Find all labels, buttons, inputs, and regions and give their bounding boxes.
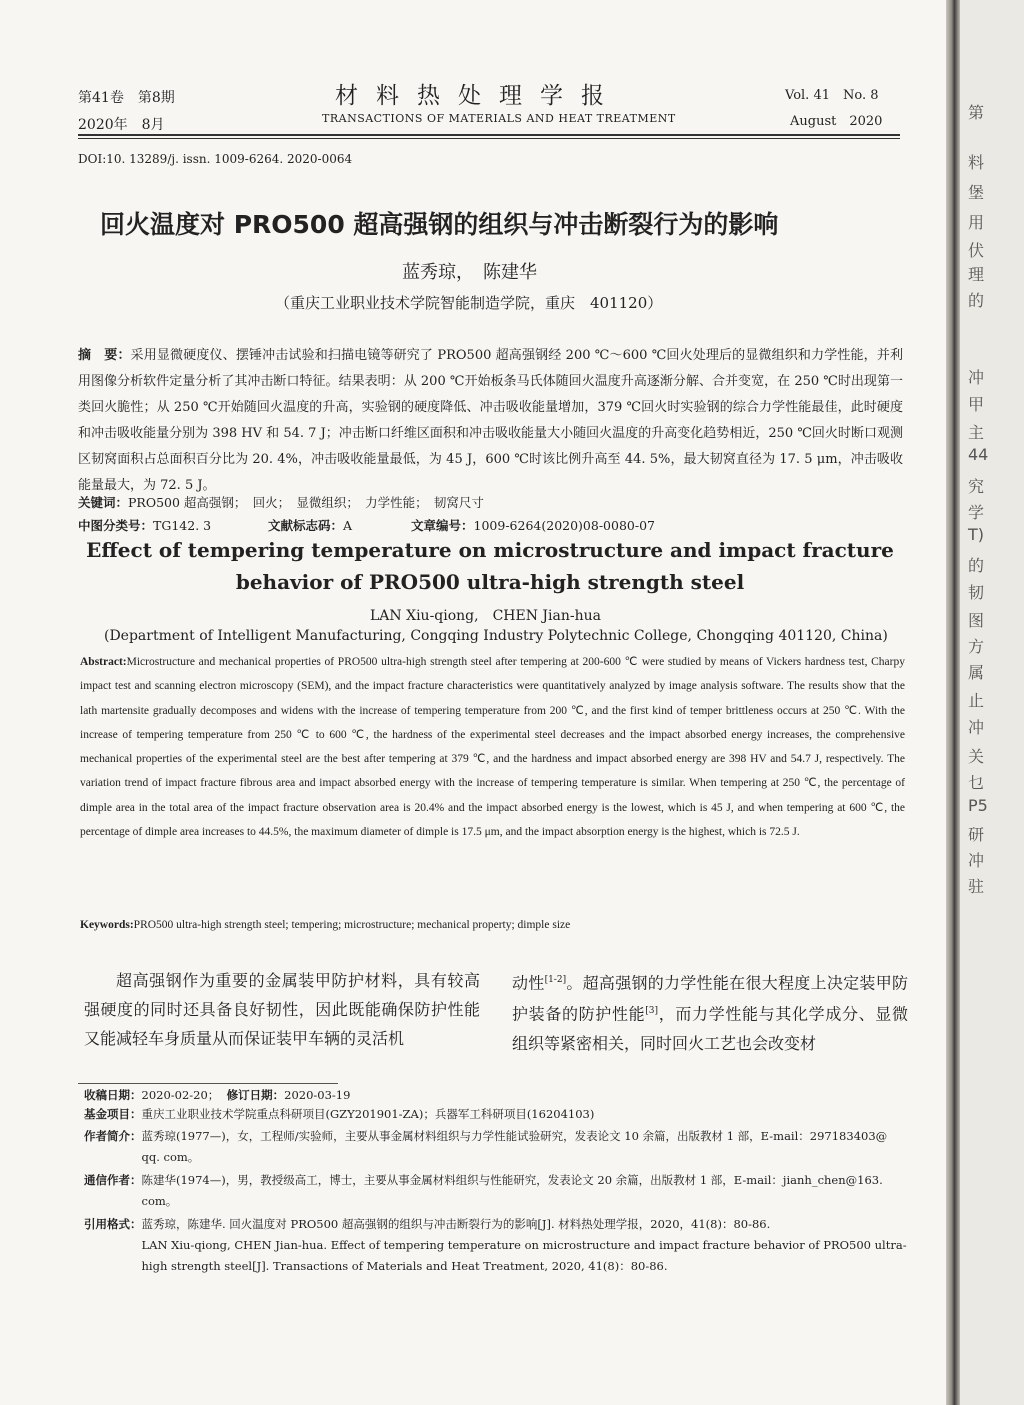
article-id-value: 1009-6264(2020)08-0080-07 — [473, 518, 655, 533]
adjacent-page-char: 冲 — [968, 368, 985, 387]
clc-label: 中图分类号： — [78, 518, 154, 533]
clc-number — [78, 516, 211, 534]
adjacent-page-char: 第 — [968, 103, 985, 122]
title-cn: 回火温度对 PRO500 超高强钢的组织与冲击断裂行为的影响 — [100, 210, 779, 239]
keywords-en-text: PRO500 ultra-high strength steel; tempering; microstructure; mechanical property; dimple size — [133, 919, 571, 931]
adjacent-page-char: 主 — [968, 423, 985, 442]
received-label: 收稿日期： — [84, 1088, 142, 1102]
body-col2-part1: 动性 — [512, 973, 545, 993]
citation-en: LAN Xiu-qiong, CHEN Jian-hua. Effect of tempering temperature on microstructure and impact fracture behavior of PRO500 ultra-high strength steel[J]. Transactions of Materials and Heat Treatment, 2020, 41(8)：80-86. — [141, 1238, 907, 1273]
author-bio-value: 蓝秀琼(1977—)，女，工程师/实验师，主要从事金属材料组织与力学性能试验研究，发表论文 10 余篇，出版教材 1 部，E-mail：297183403@ qq. com。 — [141, 1129, 888, 1164]
adjacent-page-char: 44 — [968, 445, 989, 464]
book-spine-gutter — [946, 0, 960, 1405]
footnote-corresponding — [84, 1170, 906, 1212]
adjacent-page-char: 研 — [968, 825, 985, 844]
adjacent-page-char: 伏 — [968, 241, 985, 260]
adjacent-page-char: 止 — [968, 691, 985, 710]
footnote-author — [84, 1126, 906, 1168]
adjacent-page-char: 料 — [968, 153, 985, 172]
affiliation-en: (Department of Intelligent Manufacturing, Congqing Industry Polytechnic College, Chongqing 401120, China) — [104, 628, 888, 644]
abstract-cn — [78, 343, 903, 499]
body-col2-part3: ，而力学性能与其化学成分、显微组织等紧密相关，同时回火工艺也会改变材 — [512, 1004, 908, 1053]
affiliation-cn: （重庆工业职业技术学院智能制造学院，重庆 401120） — [275, 294, 663, 312]
abstract-cn-label: 摘 要： — [78, 348, 131, 363]
title-en-line2: behavior of PRO500 ultra-high strength steel — [235, 570, 745, 594]
header-volume-cn: 第41卷 第8期 — [78, 90, 175, 106]
header-rule-thin — [78, 138, 900, 139]
corresponding-label: 通信作者： — [84, 1173, 142, 1187]
keywords-en — [80, 919, 570, 931]
adjacent-page-char: 学 — [968, 503, 985, 522]
adjacent-page-char: T) — [968, 525, 985, 544]
article-id-label: 文章编号： — [411, 518, 474, 533]
adjacent-page-char: 的 — [968, 291, 985, 310]
authors-en: LAN Xiu-qiong, CHEN Jian-hua — [370, 608, 601, 624]
adjacent-page-char: 用 — [968, 213, 985, 232]
citation-label: 引用格式： — [84, 1217, 142, 1231]
adjacent-page-char: 冲 — [968, 851, 985, 870]
adjacent-page-char: 的 — [968, 556, 985, 575]
body-column-2 — [512, 966, 908, 1058]
abstract-en — [80, 650, 905, 844]
adjacent-page-char: 堡 — [968, 183, 985, 202]
clc-value: TG142. 3 — [153, 518, 212, 533]
body-column-1: 超高强钢作为重要的金属装甲防护材料，具有较高强硬度的同时还具备良好韧性，因此既能确保防护性能又能减轻车身质量从而保证装甲车辆的灵活机 — [84, 971, 480, 1048]
citation-ref-3: [3] — [645, 1006, 659, 1017]
adjacent-page-char: 方 — [968, 637, 985, 656]
adjacent-page-char: 驻 — [968, 877, 985, 896]
authors-cn: 蓝秀琼， 陈建华 — [402, 262, 537, 283]
document-code-value: A — [343, 518, 353, 533]
journal-name-cn: 材料热处理学报 — [335, 83, 622, 109]
revised-value: 2020-03-19 — [284, 1088, 351, 1102]
adjacent-page-char: 韧 — [968, 583, 985, 602]
keywords-cn-label: 关键词： — [78, 495, 129, 510]
abstract-en-label: Abstract: — [80, 656, 127, 668]
adjacent-page-edge — [960, 0, 1024, 1405]
adjacent-page-char: P5 — [968, 796, 988, 815]
header-date-cn: 2020年 8月 — [78, 117, 165, 133]
adjacent-page-char: 关 — [968, 747, 985, 766]
abstract-en-text: Microstructure and mechanical properties of PRO500 ultra-high strength steel after tempering at 200-600 ℃ were studied by means of Vickers hardness test, Charpy impact test and scanning electron microscopy (SEM), and the impact fracture characteristics were quantitatively analyzed by image analysis software. The results show that the lath martensite gradually decomposes and widens with the increase of tempering temperature from 200 ℃, and the first kind of temper brittleness occurs at 250 ℃. With the increase of tempering temperature from 250 ℃ to 600 ℃, the hardness of the experimental steel decreases and the impact absorbed energy increases, the comprehensive mechanical properties of the experimental steel are the best after tempering at 379 ℃, and the hardness and impact absorbed energy are 398 HV and 54.7 J, respectively. The variation trend of impact fracture fibrous area and impact absorbed energy with the increase of tempering temperature is similar. When tempering at 250 ℃, the percentage of dimple area in the total area of the impact fracture observation area is 20.4% and the impact absorbed energy is the lowest, which is 45 J, and when tempering at 600 ℃, the percentage of dimple area increases to 44.5%, the maximum diameter of dimple is 17.5 μm, and the impact absorption energy is the highest, which is 72.5 J. — [80, 656, 905, 839]
footnote-dates — [84, 1085, 350, 1106]
adjacent-page-char: 属 — [968, 663, 985, 682]
keywords-en-label: Keywords: — [80, 919, 134, 931]
header-rule-thick — [78, 134, 900, 136]
doi: DOI:10. 13289/j. issn. 1009-6264. 2020-0064 — [78, 152, 353, 166]
document-code-label: 文献标志码： — [268, 518, 344, 533]
title-en-line1: Effect of tempering temperature on microstructure and impact fracture — [86, 538, 894, 562]
received-value: 2020-02-20； — [141, 1088, 220, 1102]
citation-ref-1-2: [1-2] — [544, 975, 567, 985]
author-bio-label: 作者简介： — [84, 1129, 142, 1143]
citation-cn: 蓝秀琼，陈建华. 回火温度对 PRO500 超高强钢的组织与冲击断裂行为的影响[J]. 材料热处理学报，2020，41(8)：80-86. — [141, 1217, 771, 1231]
document-code — [268, 516, 352, 534]
keywords-cn-text: PRO500 超高强钢； 回火； 显微组织； 力学性能； 韧窝尺寸 — [128, 495, 484, 510]
adjacent-page-char: 甲 — [968, 395, 985, 414]
article-id — [411, 516, 655, 534]
footnote-fund — [84, 1104, 906, 1125]
adjacent-page-char: 乜 — [968, 773, 985, 792]
footnote-citation — [84, 1214, 909, 1277]
corresponding-value: 陈建华(1974—)，男，教授级高工，博士，主要从事金属材料组织与性能研究，发表论文 20 余篇，出版教材 1 部，E-mail：jianh_chen@163. com。 — [141, 1173, 883, 1208]
adjacent-page-char: 究 — [968, 477, 985, 496]
revised-label: 修订日期： — [226, 1088, 285, 1102]
footnote-rule — [78, 1083, 338, 1084]
adjacent-page-char: 理 — [968, 265, 985, 284]
keywords-cn — [78, 493, 484, 511]
fund-label: 基金项目： — [84, 1107, 142, 1121]
header-volume-en: Vol. 41 No. 8 — [785, 88, 879, 103]
adjacent-page-char: 图 — [968, 611, 985, 630]
journal-name-en: TRANSACTIONS OF MATERIALS AND HEAT TREATMENT — [322, 112, 676, 125]
header-date-en: August 2020 — [790, 114, 883, 129]
body-col2-part2: 。超高强钢的力学性能在很大程度上决定装甲防护装备的防护性能 — [512, 973, 908, 1024]
adjacent-page-char: 冲 — [968, 718, 985, 737]
abstract-cn-text: 采用显微硬度仪、摆锤冲击试验和扫描电镜等研究了 PRO500 超高强钢经 200 ℃～600 ℃回火处理后的显微组织和力学性能，并利用图像分析软件定量分析了其冲击断口特征。结果表明：从 200 ℃开始板条马氏体随回火温度升高逐渐分解、合并变宽，在 250 ℃时出现第一类回火脆性；从 250 ℃开始随回火温度的升高，实验钢的硬度降低、冲击吸收能量增加，379 ℃回火时实验钢的综合力学性能最佳，此时硬度和冲击吸收能量分别为 398 HV 和 54. 7 J；冲击断口纤维区面积和冲击吸收能量大小随回火温度的升高变化趋势相近，250 ℃回火时断口观测区韧窝面积占总面积百分比为 20. 4%，冲击吸收能量最低，为 45 J，600 ℃时该比例升高至 44. 5%，最大韧窝直径为 17. 5 μm，冲击吸收能量最大，为 72. 5 J。 — [78, 348, 903, 493]
fund-value: 重庆工业职业技术学院重点科研项目(GZY201901-ZA)；兵器军工科研项目(16204103) — [141, 1107, 595, 1121]
